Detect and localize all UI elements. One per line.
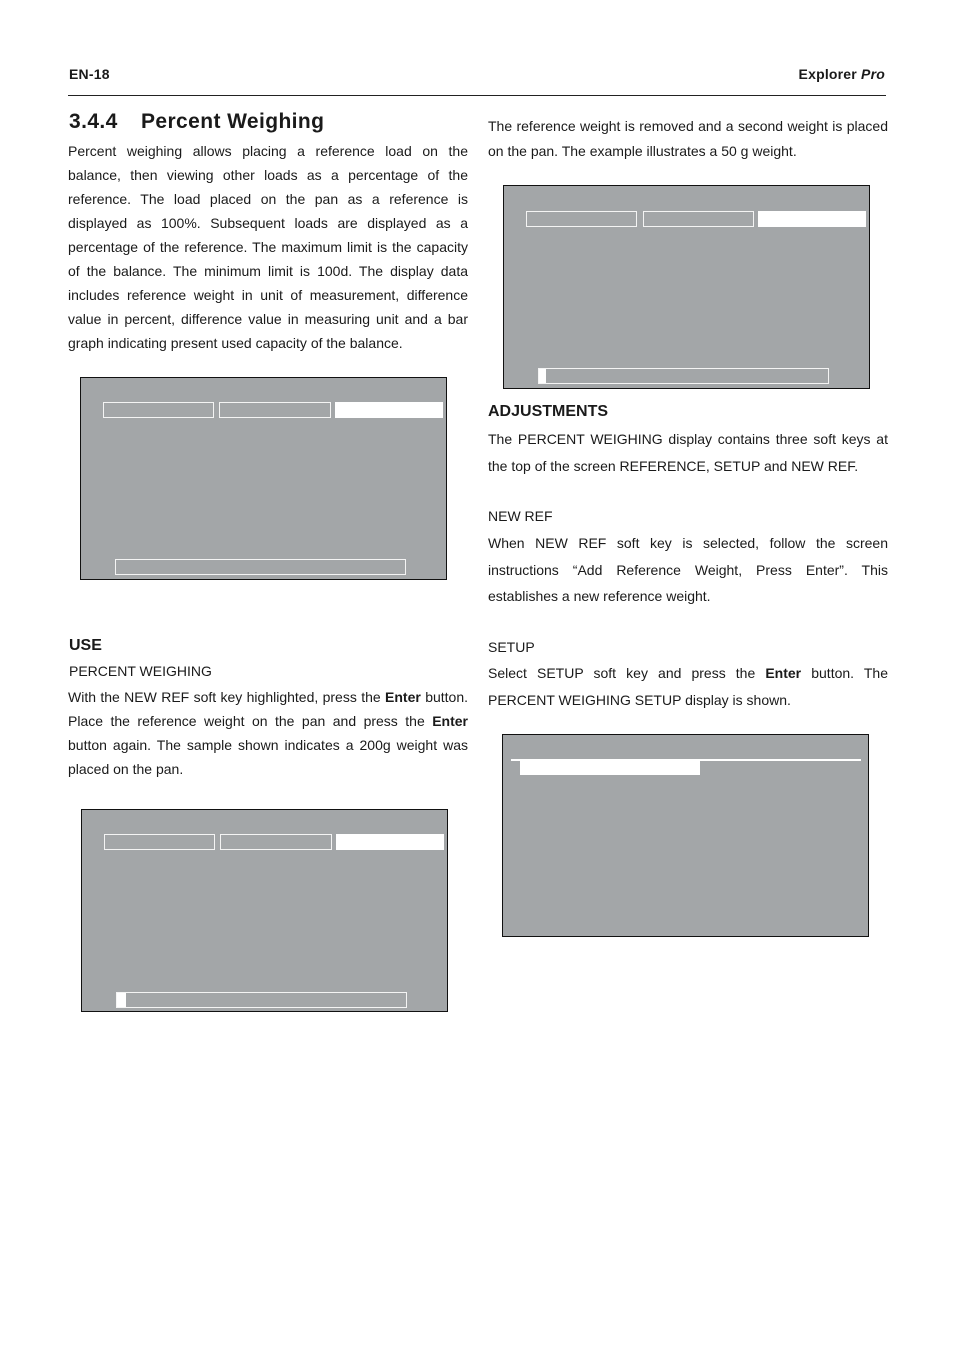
display-screen-50g [503, 185, 870, 389]
softkey-new-ref [336, 834, 444, 850]
adjustments-heading: ADJUSTMENTS [488, 403, 609, 420]
bar-graph-fill [539, 369, 546, 383]
display-screen-200g [81, 809, 448, 1012]
setup-heading: SETUP [488, 639, 535, 655]
setup-paragraph: Select SETUP soft key and press the Enter button. The PERCENT WEIGHING SETUP display is shown. [488, 665, 888, 708]
softkey-setup [643, 211, 754, 227]
softkey-setup [220, 834, 332, 850]
enter-key-label: Enter [765, 665, 802, 681]
newref-paragraph: When NEW REF soft key is selected, follow the screen instructions “Add Reference Weight, Press Enter”. This establishes a new reference weight. [488, 535, 888, 604]
newref-heading: NEW REF [488, 508, 553, 524]
header-rule [68, 95, 886, 96]
adjustments-paragraph: The PERCENT WEIGHING display contains three soft keys at the top of the screen REFERENCE, SETUP and NEW REF. [488, 431, 888, 474]
softkey-reference [526, 211, 637, 227]
display-screen-setup [502, 734, 869, 937]
capacity-bar-graph [116, 992, 407, 1008]
page-number: EN-18 [69, 66, 110, 82]
enter-key-label: Enter [385, 689, 421, 705]
use-subheading: PERCENT WEIGHING [69, 663, 212, 679]
setup-selected-item [520, 761, 700, 775]
softkey-reference [104, 834, 215, 850]
use-paragraph: With the NEW REF soft key highlighted, press the Enter button. Place the reference weight on the pan and press the Enter button again. The sample shown indicates a 200g weight was placed on the pan. [68, 689, 469, 777]
use-heading: USE [69, 637, 102, 654]
section-title-text: Percent Weighing [141, 110, 325, 133]
intro-paragraph: Percent weighing allows placing a reference load on the balance, then viewing other loads as a percentage of the reference. The load placed on the pan as a reference is displayed as 100%. Subsequent loads are displayed as a percentage of the reference. The maximum limit is the capacity of the balance. The minimum limit is 100d. The display data includes reference weight in unit of measurement, difference value in percent, difference value in measuring unit and a bar graph indicating present used capacity of the balance. [68, 143, 468, 351]
bar-graph-fill [117, 993, 126, 1007]
product-name: Explorer Pro [798, 66, 885, 82]
capacity-bar-graph [538, 368, 829, 384]
section-number: 3.4.4 [69, 110, 118, 133]
softkey-setup [219, 402, 331, 418]
enter-key-label: Enter [432, 713, 468, 729]
right-intro-paragraph: The reference weight is removed and a second weight is placed on the pan. The example illustrates a 50 g weight. [488, 118, 888, 159]
softkey-reference [103, 402, 214, 418]
softkey-new-ref [758, 211, 866, 227]
product-suffix: Pro [861, 66, 885, 82]
capacity-bar-graph [115, 559, 406, 575]
softkey-new-ref [335, 402, 443, 418]
section-title [69, 110, 324, 134]
display-screen-reference [80, 377, 447, 580]
